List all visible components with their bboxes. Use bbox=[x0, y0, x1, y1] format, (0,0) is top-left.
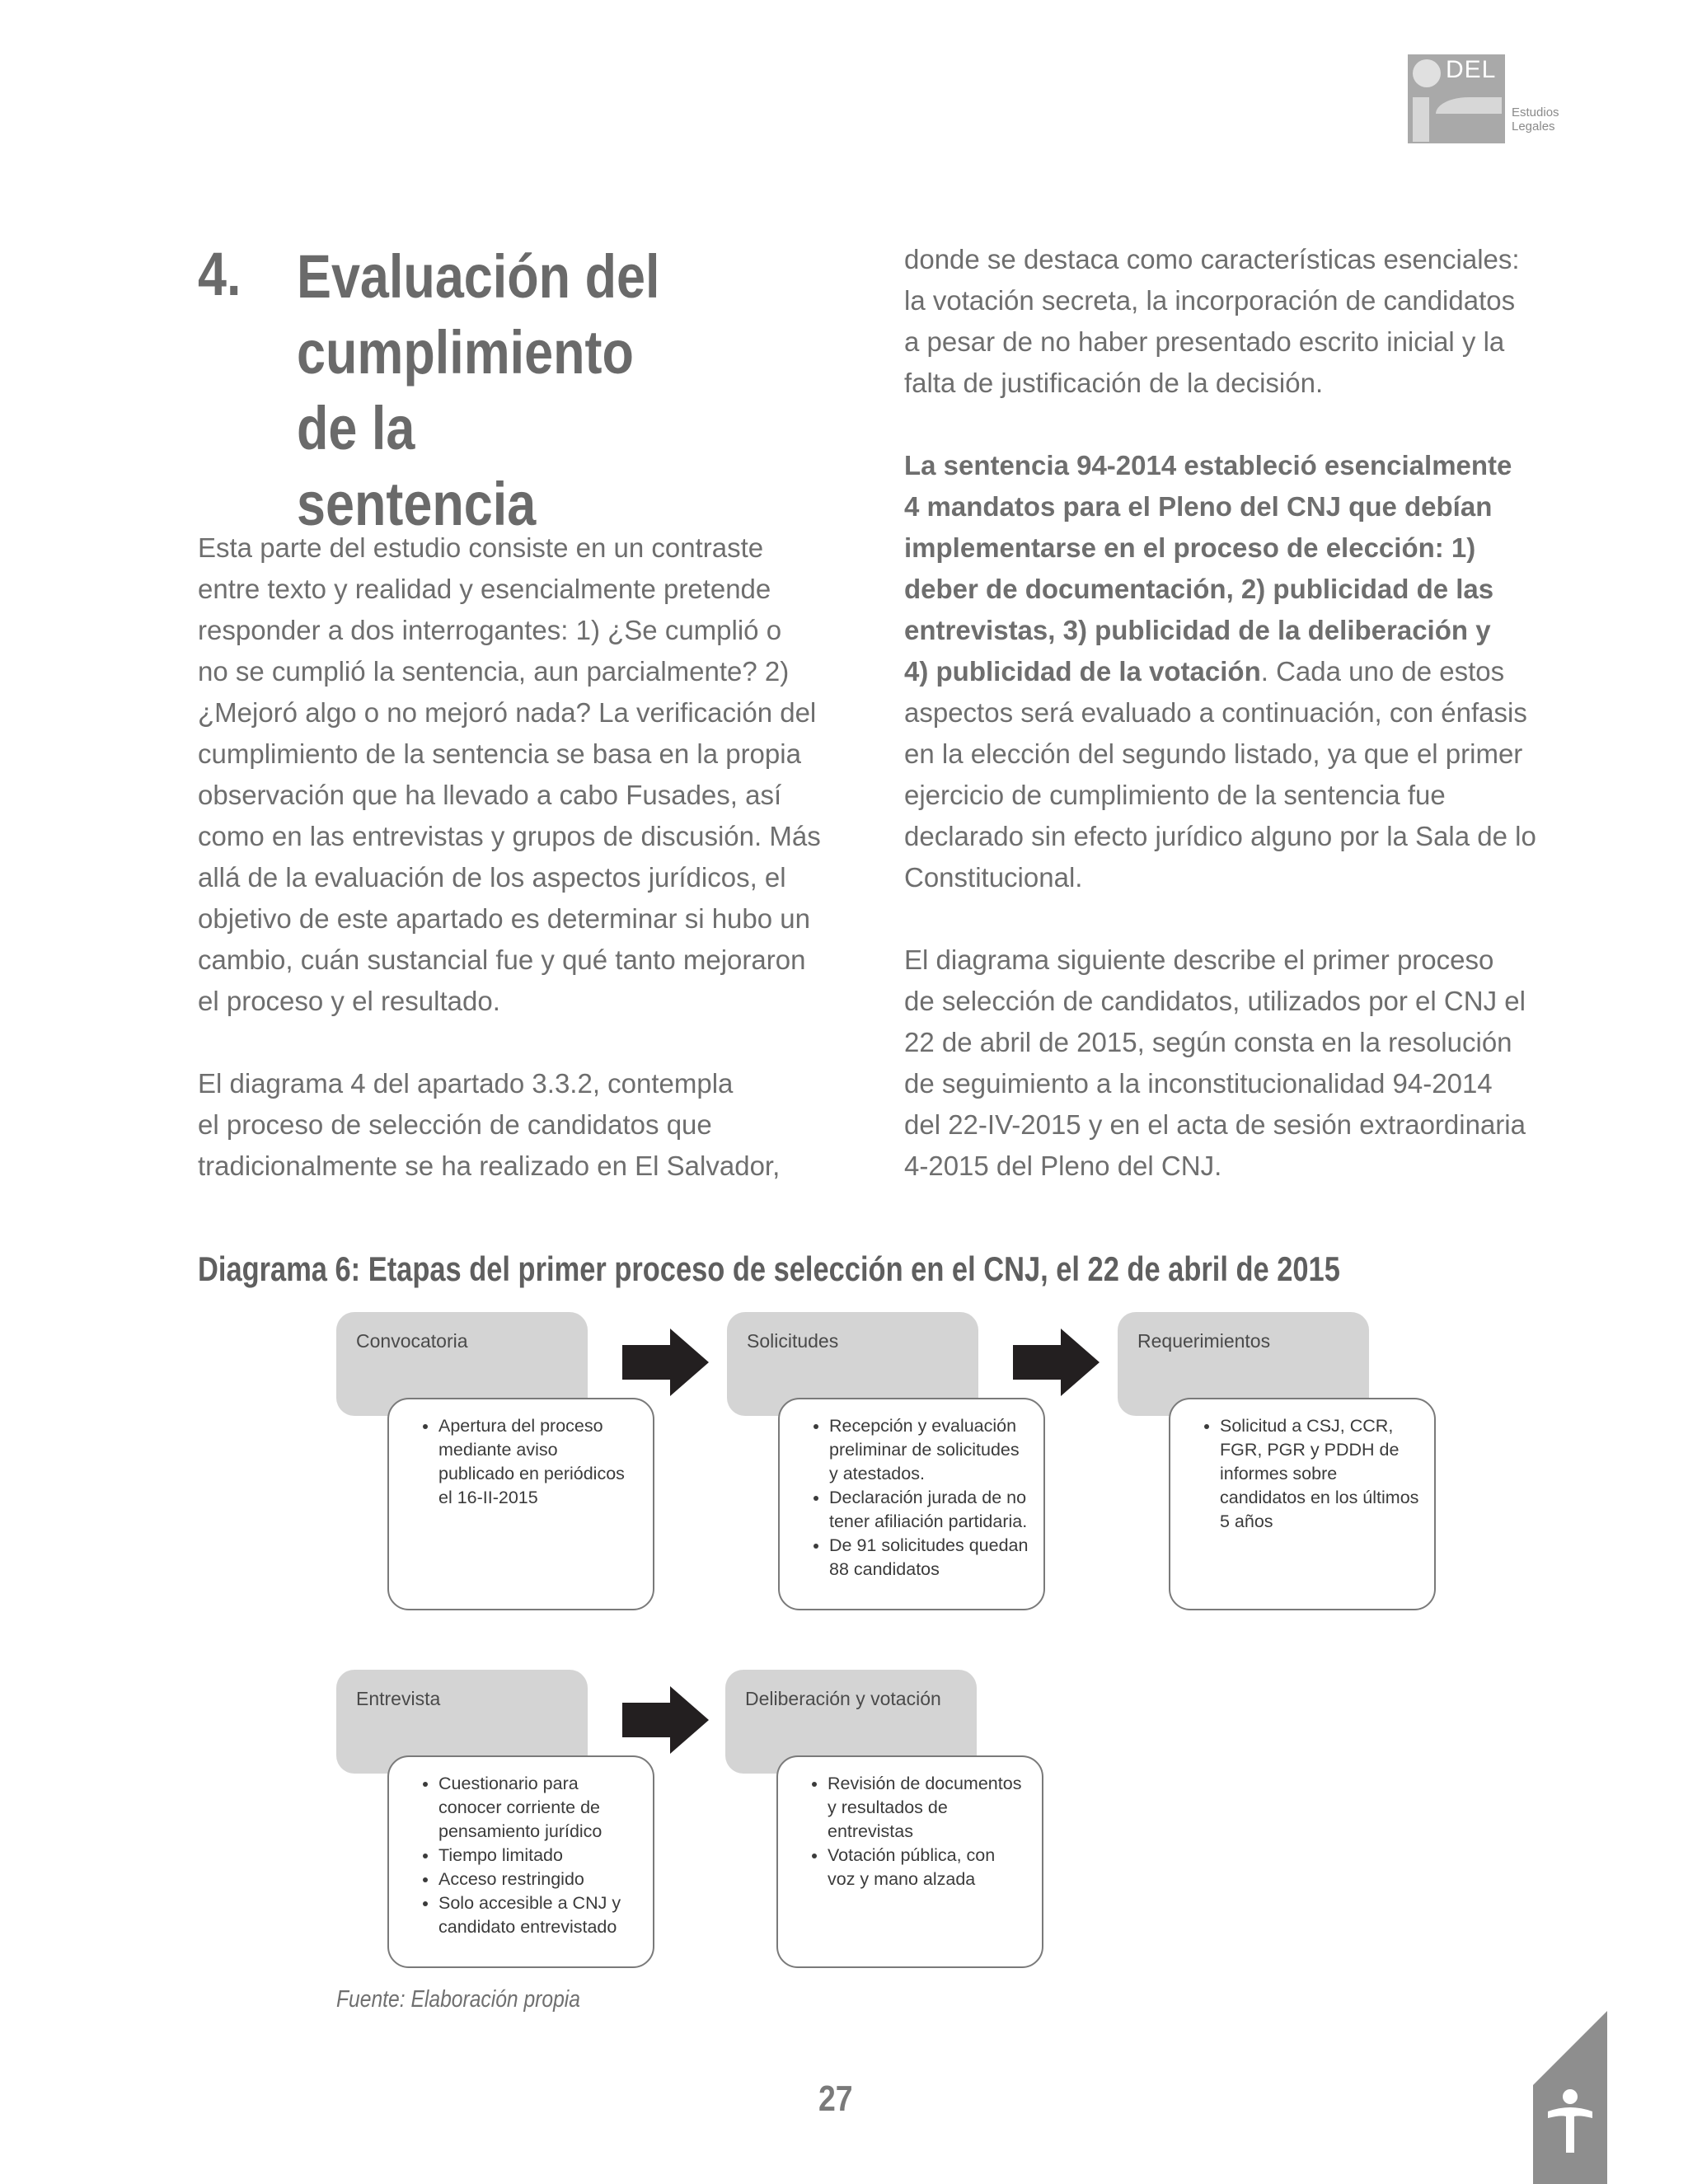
logo-text: DEL bbox=[1446, 56, 1497, 83]
mandates-rest: . Cada uno de estos aspectos será evaluado a continuación, con énfasis en la elección del segundo listado, ya que el primer ejercicio de cumplimiento de la sentencia fue declarado sin efecto jurídico alguno por la Sala de lo Constitucional. bbox=[904, 656, 1536, 893]
stage-header-solicitudes: Solicitudes bbox=[727, 1312, 978, 1416]
logo-subtitle bbox=[1512, 105, 1559, 134]
stage-bullet: • Declaración jurada de no tener afiliación partidaria. bbox=[829, 1486, 1029, 1534]
stage-bullet: • Votación pública, con voz y mano alzada bbox=[828, 1844, 1027, 1891]
logo-subtitle-line1: Estudios bbox=[1512, 105, 1559, 120]
section-number: 4. bbox=[198, 240, 241, 308]
logo-circle-icon bbox=[1413, 59, 1441, 87]
stage-bullet: • Acceso restringido bbox=[438, 1868, 638, 1891]
stage-bullet: • Recepción y evaluación preliminar de solicitudes y atestados. bbox=[829, 1414, 1029, 1486]
stage-bullet: • Revisión de documentos y resultados de entrevistas bbox=[828, 1772, 1027, 1844]
diagram-title: Diagrama 6: Etapas del primer proceso de selección en el CNJ, el 22 de abril de 2015 bbox=[198, 1249, 1340, 1288]
logo-stem-icon bbox=[1413, 97, 1429, 142]
paragraph: Esta parte del estudio consiste en un contraste entre texto y realidad y esencialmente pretende responder a dos interrogantes: 1) ¿Se cumplió o no se cumplió la sentencia, aun parcialmente? 2) ¿Mejoró algo o no mejoró nada? La verificación del cumplimiento de la sentencia se basa en la propia observación que ha llevado a cabo Fusades, así como en las entrevistas y grupos de discusión. Más allá de la evaluación de los aspectos jurídicos, el objetivo de este apartado es determinar si hubo un cambio, cuán sustancial fue y qué tanto mejoraron el proceso y el resultado. bbox=[198, 532, 821, 1016]
paragraph: El diagrama 4 del apartado 3.3.2, contempla el proceso de selección de candidatos que tradicionalmente se ha realizado en El Salvador, bbox=[198, 1068, 781, 1181]
stage-card-solicitudes bbox=[778, 1398, 1045, 1610]
stage-header-deliberacion: Deliberación y votación bbox=[725, 1670, 977, 1774]
logo-arc-icon bbox=[1436, 97, 1502, 114]
arrow-right-icon bbox=[622, 1686, 709, 1754]
stage-bullet: • Tiempo limitado bbox=[438, 1844, 638, 1868]
left-column bbox=[198, 527, 857, 1228]
paragraph: El diagrama siguiente describe el primer proceso de selección de candidatos, utilizados por el CNJ el 22 de abril de 2015, según consta en la resolución de seguimiento a la inconstitucionalidad 94-2014 del 22-IV-2015 y en el acta de sesión extraordinaria 4-2015 del Pleno del CNJ. bbox=[904, 944, 1526, 1181]
stage-bullet: • Apertura del proceso mediante aviso publicado en periódicos el 16-II-2015 bbox=[438, 1414, 638, 1510]
stage-bullet: • De 91 solicitudes quedan 88 candidatos bbox=[829, 1534, 1029, 1582]
logo-subtitle-line2: Legales bbox=[1512, 120, 1555, 134]
stage-bullet: • Solo accesible a CNJ y candidato entrevistado bbox=[438, 1891, 638, 1939]
right-column bbox=[904, 239, 1580, 1228]
paragraph-mandates bbox=[904, 445, 1580, 898]
stage-header-requerimientos: Requerimientos bbox=[1118, 1312, 1369, 1416]
page-number: 27 bbox=[818, 2079, 853, 2119]
diagram-source: Fuente: Elaboración propia bbox=[336, 1986, 580, 2013]
stage-bullet: • Solicitud a CSJ, CCR, FGR, PGR y PDDH de informes sobre candidatos en los últimos 5 años bbox=[1220, 1414, 1419, 1534]
corner-decoration bbox=[1533, 2011, 1607, 2184]
stage-card-requerimientos bbox=[1169, 1398, 1436, 1610]
stage-card-convocatoria bbox=[387, 1398, 654, 1610]
paragraph: donde se destaca como características esenciales: la votación secreta, la incorporación de candidatos a pesar de no haber presentado escrito inicial y la falta de justificación de la decisión. bbox=[904, 244, 1520, 398]
stage-header-convocatoria: Convocatoria bbox=[336, 1312, 588, 1416]
section-title: Evaluación del cumplimiento de la sentencia bbox=[297, 242, 660, 538]
stage-header-entrevista: Entrevista bbox=[336, 1670, 588, 1774]
stage-card-deliberacion bbox=[776, 1755, 1043, 1968]
logo-mark bbox=[1408, 54, 1505, 143]
stage-card-entrevista bbox=[387, 1755, 654, 1968]
mandates-bold: La sentencia 94-2014 estableció esencialmente 4 mandatos para el Pleno del CNJ que debían implementarse en el proceso de elección: 1) deber de documentación, 2) publicidad de las entrevistas, 3) publicidad de la deliberación y 4) publicidad de la votación bbox=[904, 450, 1512, 687]
arrow-right-icon bbox=[622, 1329, 709, 1396]
del-logo bbox=[1408, 54, 1581, 145]
arrow-right-icon bbox=[1013, 1329, 1100, 1396]
stage-bullet: • Cuestionario para conocer corriente de pensamiento jurídico bbox=[438, 1772, 638, 1844]
